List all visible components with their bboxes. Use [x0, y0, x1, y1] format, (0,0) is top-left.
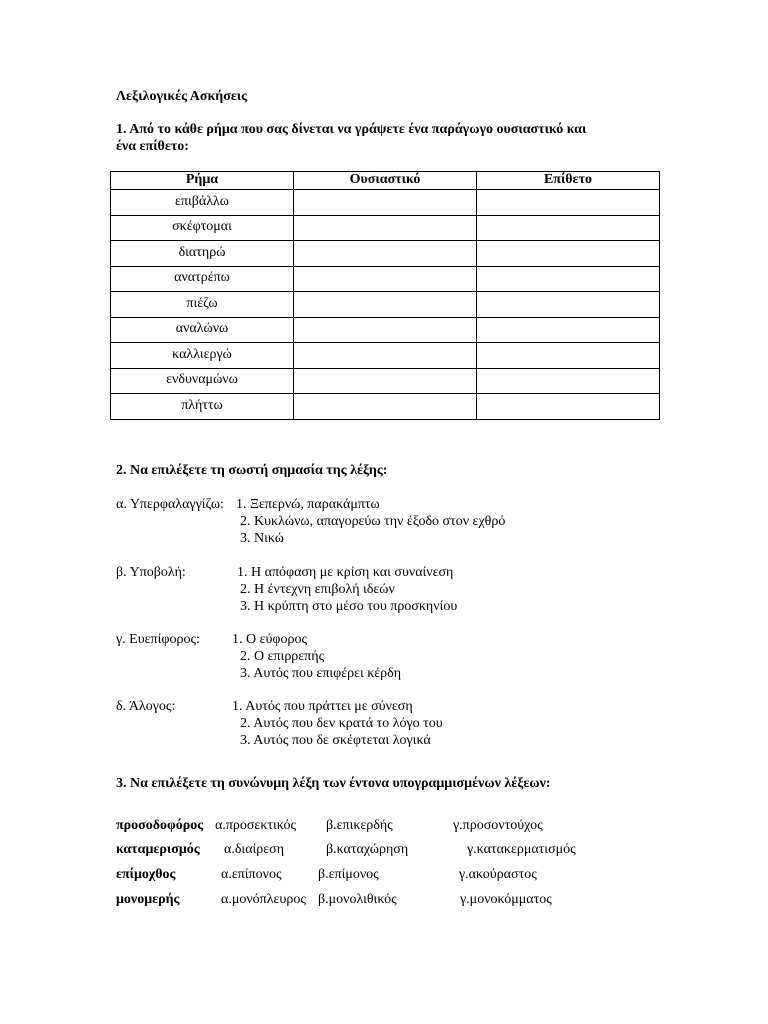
verb-cell: ανατρέπω	[111, 266, 294, 292]
ex2-word-c: γ. Ευεπίφορος:	[116, 632, 200, 647]
verb-cell: καλλιεργώ	[111, 343, 294, 369]
ex2-option: 3. Αυτός που δε σκέφτεται λογικά	[240, 733, 431, 748]
column-header-noun: Ουσιαστικό	[294, 172, 477, 190]
adjective-answer-cell[interactable]	[477, 292, 660, 318]
verb-cell: αναλώνω	[111, 317, 294, 343]
ex3-option-a: α.επίπονος	[221, 867, 282, 882]
ex3-option-a: α.μονόπλευρος	[221, 892, 306, 907]
document-title: Λεξιλογικές Ασκήσεις	[116, 89, 248, 104]
noun-answer-cell[interactable]	[294, 343, 477, 369]
table-header-row	[111, 172, 660, 190]
table-row	[111, 241, 660, 267]
verb-cell: πλήττω	[111, 394, 294, 420]
ex3-option-c: γ.προσοντούχος	[453, 818, 543, 833]
ex3-heading: 3. Να επιλέξετε τη συνώνυμη λέξη των έντονα υπογραμμισμένων λέξεων:	[116, 776, 551, 791]
ex3-word: προσοδοφόρος	[116, 818, 204, 833]
table-row	[111, 266, 660, 292]
ex2-heading: 2. Να επιλέξετε τη σωστή σημασία της λέξης:	[116, 463, 388, 478]
verb-cell: διατηρώ	[111, 241, 294, 267]
noun-answer-cell[interactable]	[294, 394, 477, 420]
ex2-option: 1. Αυτός που πράττει με σύνεση	[232, 699, 413, 714]
ex1-heading-line2: ένα επίθετο:	[116, 139, 189, 154]
ex3-option-b: β.επικερδής	[326, 818, 393, 833]
table-row	[111, 292, 660, 318]
ex2-option: 2. Αυτός που δεν κρατά το λόγο του	[240, 716, 443, 731]
adjective-answer-cell[interactable]	[477, 343, 660, 369]
ex3-word: επίμοχθος	[116, 867, 176, 882]
column-header-adjective: Επίθετο	[477, 172, 660, 190]
ex2-option: 1. Ο εύφορος	[232, 632, 308, 647]
verb-table	[110, 171, 660, 420]
noun-answer-cell[interactable]	[294, 292, 477, 318]
adjective-answer-cell[interactable]	[477, 190, 660, 216]
noun-answer-cell[interactable]	[294, 241, 477, 267]
noun-answer-cell[interactable]	[294, 266, 477, 292]
ex3-option-c: γ.κατακερματισμός	[467, 842, 576, 857]
adjective-answer-cell[interactable]	[477, 317, 660, 343]
ex3-word: καταμερισμός	[116, 842, 200, 857]
ex2-option: 2. Η έντεχνη επιβολή ιδεών	[240, 582, 395, 597]
verb-cell: σκέφτομαι	[111, 215, 294, 241]
ex2-word-b: β. Υποβολή:	[116, 565, 186, 580]
adjective-answer-cell[interactable]	[477, 241, 660, 267]
ex2-option: 1. Η απόφαση με κρίση και συναίνεση	[237, 565, 454, 580]
ex3-option-b: β.καταχώρηση	[326, 842, 409, 857]
table-row	[111, 190, 660, 216]
verb-cell: πιέζω	[111, 292, 294, 318]
ex3-option-a: α.διαίρεση	[224, 842, 285, 857]
ex2-option: 3. Νικώ	[240, 531, 285, 546]
ex2-option: 3. Η κρύπτη στο μέσο του προσκηνίου	[240, 599, 458, 614]
ex3-option-a: α.προσεκτικός	[215, 818, 297, 833]
adjective-answer-cell[interactable]	[477, 394, 660, 420]
noun-answer-cell[interactable]	[294, 215, 477, 241]
ex3-option-b: β.μονολιθικός	[318, 892, 397, 907]
ex1-heading-line1: 1. Από το κάθε ρήμα που σας δίνεται να γράψετε ένα παράγωγο ουσιαστικό και	[116, 122, 587, 137]
column-header-verb: Ρήμα	[111, 172, 294, 190]
ex3-option-b: β.επίμονος	[318, 867, 379, 882]
table-row	[111, 215, 660, 241]
ex2-word-a: α. Υπερφαλαγγίζω:	[116, 497, 224, 512]
ex2-option: 3. Αυτός που επιφέρει κέρδη	[240, 666, 402, 681]
adjective-answer-cell[interactable]	[477, 266, 660, 292]
ex2-option: 2. Κυκλώνω, απαγορεύω την έξοδο στον εχθρό	[240, 514, 506, 529]
noun-answer-cell[interactable]	[294, 190, 477, 216]
ex2-word-d: δ. Άλογος:	[116, 699, 176, 714]
table-row	[111, 317, 660, 343]
noun-answer-cell[interactable]	[294, 368, 477, 394]
ex3-option-c: γ.ακούραστος	[459, 867, 537, 882]
ex2-option: 2. Ο επιρρεπής	[240, 649, 325, 664]
ex3-word: μονομερής	[116, 892, 180, 907]
verb-cell: επιβάλλω	[111, 190, 294, 216]
noun-answer-cell[interactable]	[294, 317, 477, 343]
adjective-answer-cell[interactable]	[477, 215, 660, 241]
ex3-option-c: γ.μονοκόμματος	[460, 892, 552, 907]
adjective-answer-cell[interactable]	[477, 368, 660, 394]
verb-cell: ενδυναμώνω	[111, 368, 294, 394]
table-row	[111, 343, 660, 369]
table-row	[111, 394, 660, 420]
ex2-option: 1. Ξεπερνώ, παρακάμπτω	[236, 497, 380, 512]
table-row	[111, 368, 660, 394]
